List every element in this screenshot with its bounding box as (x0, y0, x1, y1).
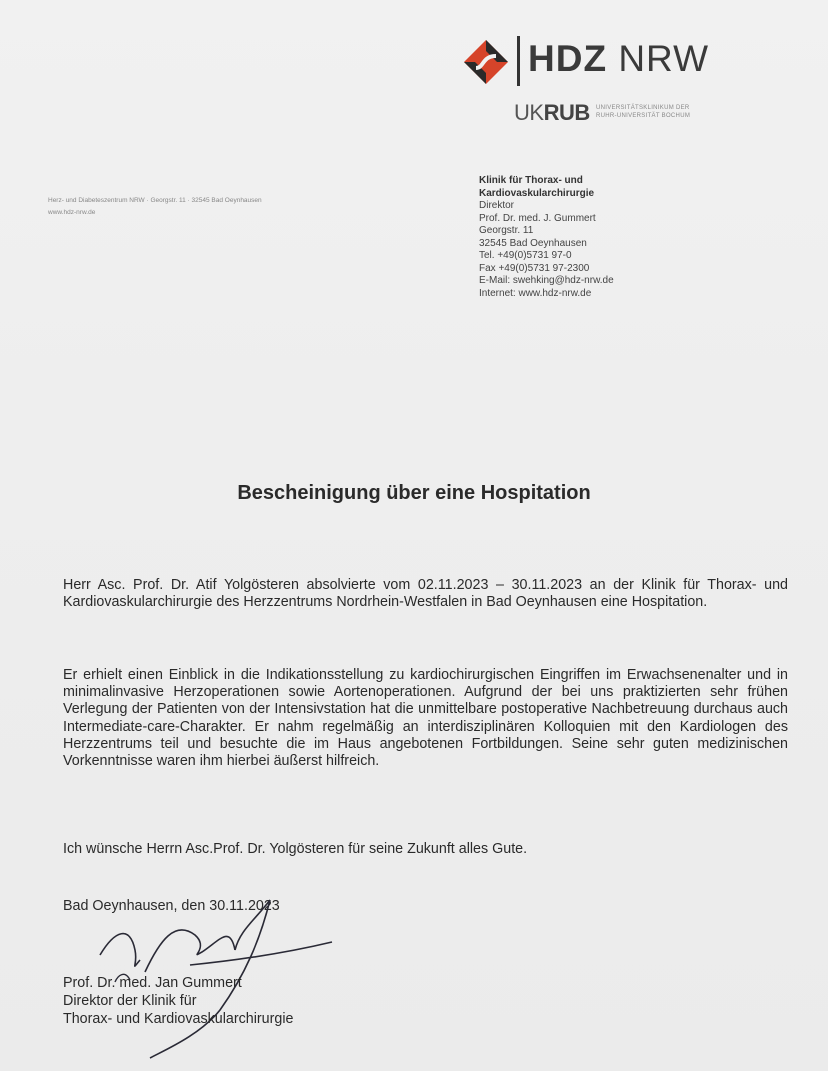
ukrub-logo (514, 100, 734, 130)
clinic-address-block (479, 175, 614, 300)
paragraph-wishes: Ich wünsche Herrn Asc.Prof. Dr. Yolgösteren für seine Zukunft alles Gute. (63, 841, 528, 857)
ukrub-wordmark (514, 100, 590, 126)
return-address-line1: Herz- und Diabeteszentrum NRW · Georgstr. 11 · 32545 Bad Oeynhausen (48, 197, 262, 204)
signer-name: Prof. Dr. med. Jan Gummert (63, 975, 242, 991)
ukrub-subtitle (596, 104, 690, 120)
clinic-heading-line2: Kardiovaskularchirurgie (479, 187, 595, 199)
logo-wordmark (528, 38, 709, 80)
paragraph-hospitation: Herr Asc. Prof. Dr. Atif Yolgösteren absolvierte vom 02.11.2023 – 30.11.2023 an der Klinik für Thorax- und Kardiovaskularchirurgie des Herzzentrums Nordrhein-Westfalen in Bad Oeynhausen eine Hospitation. (63, 577, 788, 611)
return-address (48, 195, 262, 219)
clinic-tel: Tel. +49(0)5731 97-0 (479, 250, 572, 261)
ukrub-sub-line1: UNIVERSITÄTSKLINIKUM DER (596, 105, 690, 111)
logo-divider (517, 36, 520, 86)
clinic-internet: Internet: www.hdz-nrw.de (479, 287, 592, 299)
clinic-street: Georgstr. 11 (479, 225, 534, 236)
place-date: Bad Oeynhausen, den 30.11.2023 (63, 898, 280, 914)
signer-title-line1: Direktor der Klinik für (63, 993, 197, 1009)
clinic-director: Prof. Dr. med. J. Gummert (479, 212, 596, 224)
logo-name-bold: HDZ (528, 38, 608, 79)
paragraph-details: Er erhielt einen Einblick in die Indikationsstellung zu kardiochirurgischen Eingriffen im Erwachsenenalter und in minimalinvasive Herzoperationen sowie Aortenoperationen. Aufgrund der bei uns praktizierten sehr frühen Verlegung der Patienten von der Intensivstation hat die unmittelbare postoperative Nachbetreuung durchaus auch Intermediate-care-Charakter. Er nahm regelmäßig an interdisziplinären Kolloquien mit den Kardiologen des Herzzentrums teil und besuchte die im Haus angebotenen Fortbildungen. Seine sehr guten medizinischen Vorkenntnisse waren ihm hierbei äußerst hilfreich. (63, 667, 788, 770)
signer-block (63, 974, 293, 1028)
ukrub-sub-line2: RUHR-UNIVERSITÄT BOCHUM (596, 113, 691, 119)
ukrub-suffix: RUB (543, 100, 590, 125)
return-address-line2: www.hdz-nrw.de (48, 209, 96, 216)
clinic-city: 32545 Bad Oeynhausen (479, 237, 587, 249)
signer-title-line2: Thorax- und Kardiovaskularchirurgie (63, 1011, 294, 1027)
hdz-diamond-icon (462, 38, 510, 86)
hdz-nrw-logo (462, 36, 742, 96)
ukrub-prefix: UK (514, 100, 544, 125)
document-title: Bescheinigung über eine Hospitation (237, 482, 591, 504)
clinic-email: E-Mail: swehking@hdz-nrw.de (479, 275, 614, 286)
logo-name-thin: NRW (618, 38, 710, 79)
clinic-heading-line1: Klinik für Thorax- und (479, 175, 583, 186)
clinic-role: Direktor (479, 200, 515, 211)
clinic-fax: Fax +49(0)5731 97-2300 (479, 262, 590, 274)
